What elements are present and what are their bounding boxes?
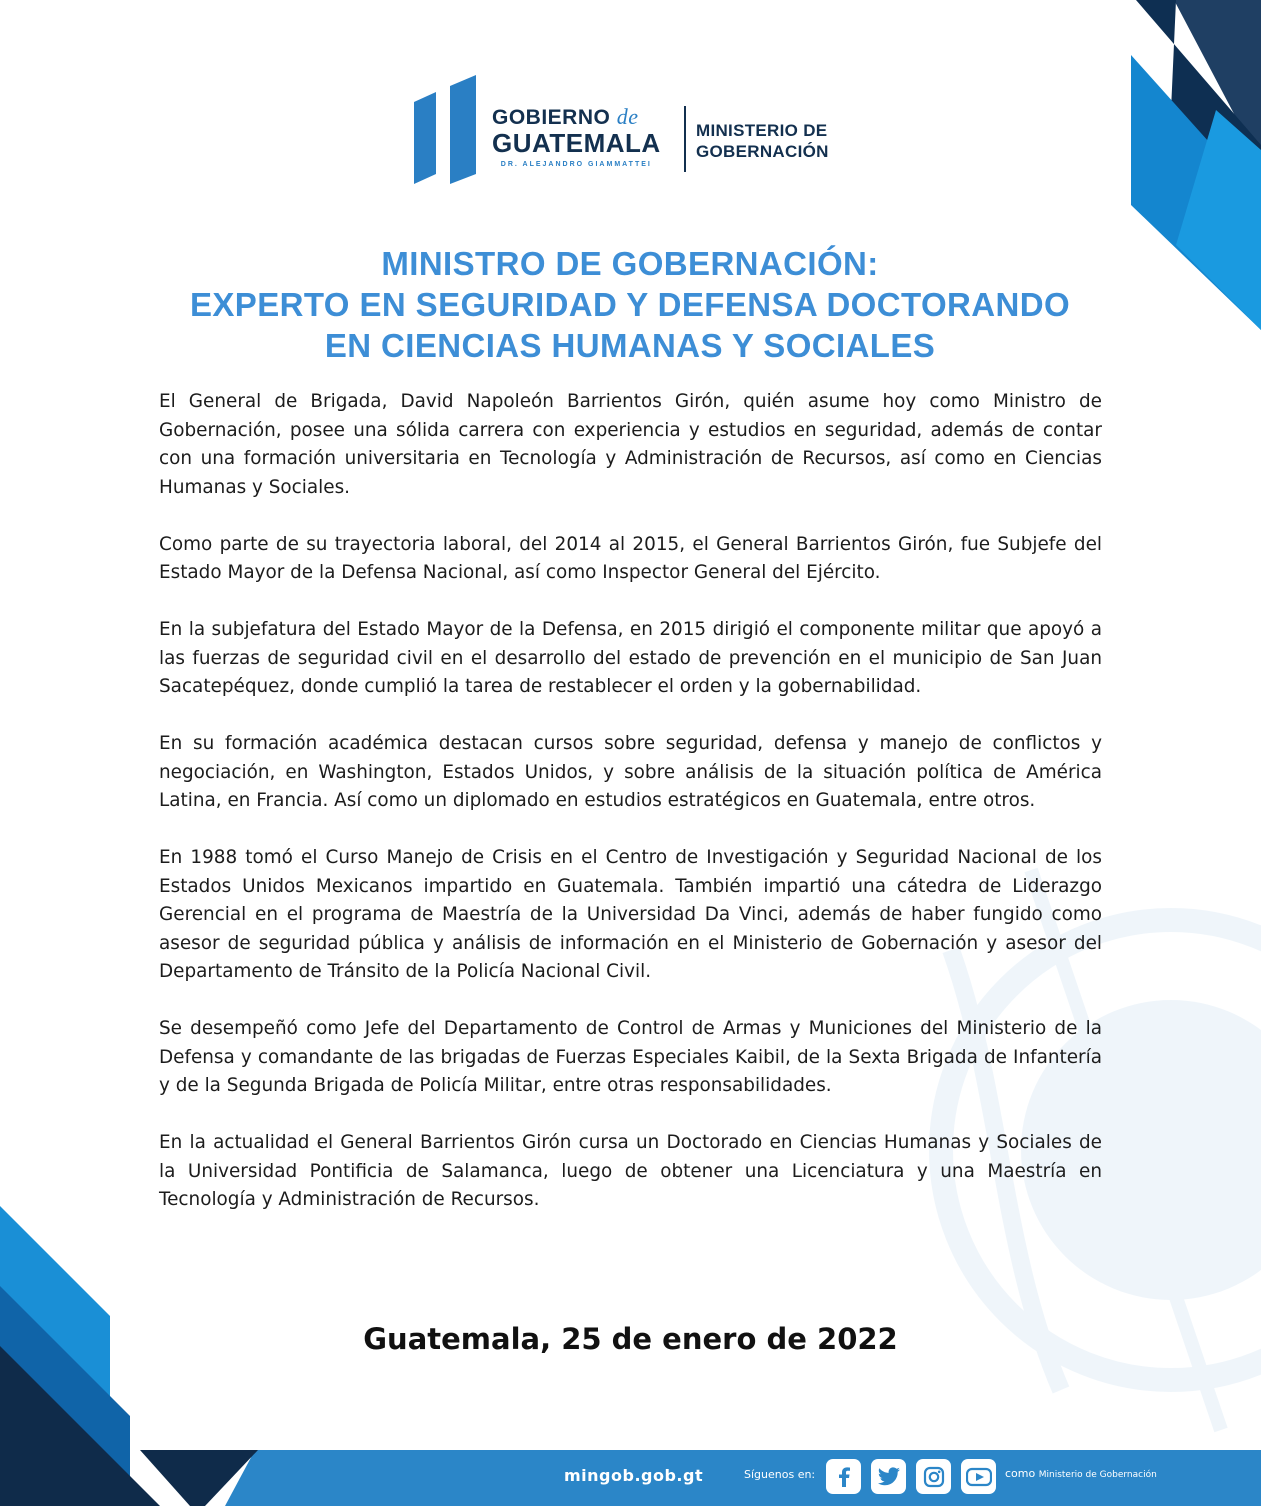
instagram-icon[interactable] [916, 1459, 951, 1494]
paragraph: En 1988 tomó el Curso Manejo de Crisis en el Centro de Investigación y Seguridad Nacional de los Estados Unidos Mexicanos impartido en Guatemala. También impartió una cátedra de Liderazgo Gerencial en el programa de Maestría de la Universidad Da Vinci, además de haber fungido como asesor de seguridad pública y análisis de información en el Ministerio de Gobernación y asesor del Departamento de Tránsito de la Policía Nacional Civil. [159, 847, 1102, 982]
headline [100, 243, 1160, 366]
paragraph: En la actualidad el General Barrientos Girón cursa un Doctorado en Ciencias Humanas y Sociales de la Universidad Pontificia de Salamanca, luego de obtener una Licenciatura y una Maestría en Tecnología y Administración de Recursos. [159, 1132, 1102, 1210]
press-release-body [159, 388, 1102, 1243]
headline-line-3: EN CIENCIAS HUMANAS Y SOCIALES [324, 327, 936, 364]
website-link[interactable]: mingob.gob.gt [564, 1466, 704, 1485]
paragraph: En su formación académica destacan cursos sobre seguridad, defensa y manejo de conflictos y negociación, en Washington, Estados Unidos, y sobre análisis de la situación política de América Latina, en Francia. Así como un diplomado en estudios estratégicos en Guatemala, entre otros. [159, 733, 1102, 811]
social-handle [1005, 1467, 1157, 1480]
government-logo [410, 72, 870, 192]
facebook-icon[interactable] [826, 1459, 861, 1494]
paragraph: Se desempeñó como Jefe del Departamento de Control de Armas y Municiones del Ministerio de la Defensa y comandante de las brigadas de Fuerzas Especiales Kaibil, de la Sexta Brigada de Infantería y de la Segunda Brigada de Policía Militar, entre otras responsabilidades. [159, 1018, 1102, 1096]
logo-divider [684, 106, 686, 172]
footer-bar [0, 1450, 1261, 1506]
de-text: de [616, 104, 639, 129]
ministry-line-2: GOBERNACIÓN [696, 142, 829, 161]
ministry-name [696, 120, 829, 162]
logo-bars-icon [410, 72, 480, 192]
paragraph: El General de Brigada, David Napoleón Barrientos Girón, quién asume hoy como Ministro de Gobernación, posee una sólida carrera con experiencia y estudios en seguridad, además de contar con una formación universitaria en Tecnología y Administración de Recursos, así como en Ciencias Humanas y Sociales. [159, 391, 1102, 498]
handle-text: Ministerio de Gobernación [1038, 1470, 1157, 1480]
youtube-icon[interactable] [961, 1459, 996, 1494]
date-line: Guatemala, 25 de enero de 2022 [363, 1322, 898, 1356]
ministry-line-1: MINISTERIO DE [696, 121, 828, 140]
paragraph: En la subjefatura del Estado Mayor de la Defensa, en 2015 dirigió el componente militar que apoyó a las fuerzas de seguridad civil en el desarrollo del estado de prevención en el municipio de San Juan Sacatepéquez, donde cumplió la tarea de restablecer el orden y la gobernabilidad. [159, 619, 1102, 697]
guatemala-text: GUATEMALA [492, 128, 661, 158]
president-name: DR. ALEJANDRO GIAMMATTEI [500, 161, 652, 168]
headline-line-2: EXPERTO EN SEGURIDAD Y DEFENSA DOCTORANDO [189, 286, 1071, 323]
twitter-icon[interactable] [871, 1459, 906, 1494]
paragraph: Como parte de su trayectoria laboral, del 2014 al 2015, el General Barrientos Girón, fue Subjefe del Estado Mayor de la Defensa Nacional, así como Inspector General del Ejército. [159, 533, 1102, 583]
headline-line-1: MINISTRO DE GOBERNACIÓN: [381, 245, 879, 282]
como-text: como [1005, 1467, 1036, 1480]
gobierno-text: GOBIERNO [492, 106, 611, 129]
gobierno-de-guatemala-wordmark [492, 106, 661, 168]
social-icons [826, 1459, 996, 1494]
follow-label: Síguenos en: [744, 1468, 816, 1481]
